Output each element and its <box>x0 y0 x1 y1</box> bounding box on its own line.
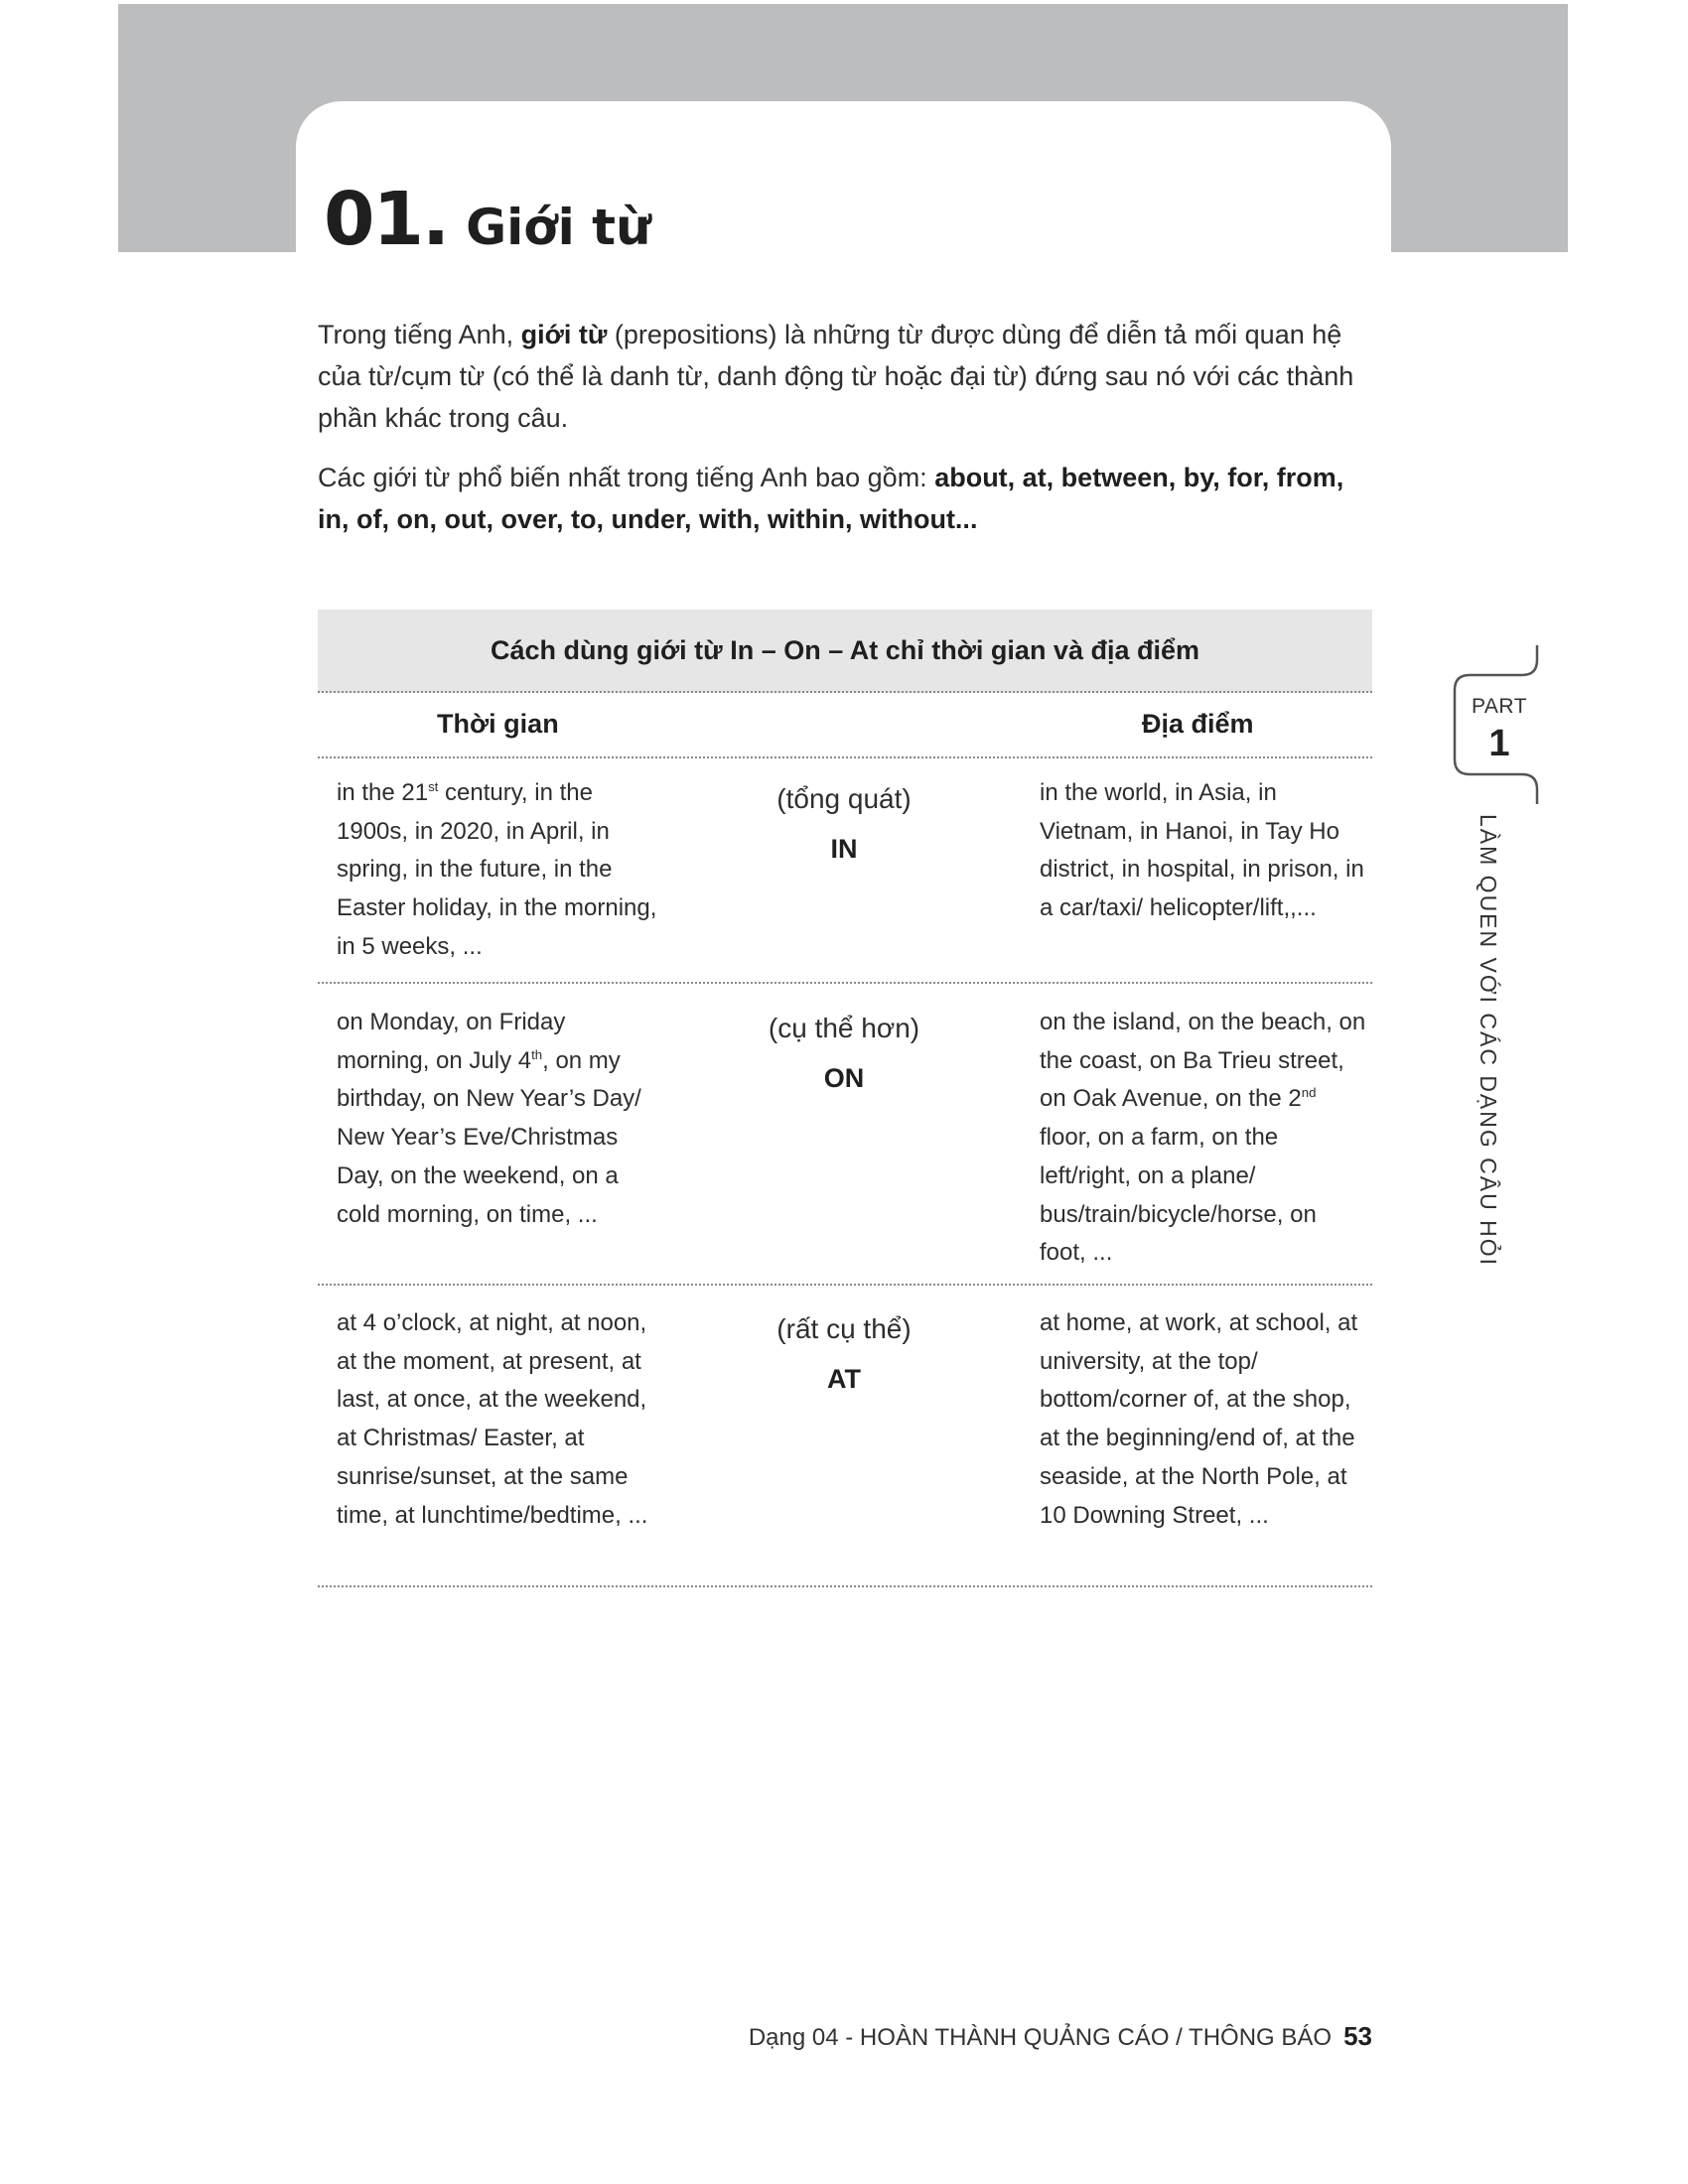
table-column-headers <box>318 693 1372 758</box>
time-examples <box>337 1004 664 1234</box>
time-text: in the 21 <box>337 779 429 806</box>
table-row-on <box>318 984 1372 1286</box>
preposition-list: about, at, between, by, for, from, in, of, on, out, over, to, under, with, within, without... <box>318 463 1344 534</box>
part-number: 1 <box>1488 723 1510 764</box>
place-examples <box>1040 1004 1367 1273</box>
place-text: on the island, on the beach, on the coast, on Ba Trieu street, on Oak Avenue, on the 2 <box>1040 1009 1366 1113</box>
part-label: PART <box>1471 695 1528 718</box>
time-text: on Monday, on Friday morning, on July 4 <box>337 1009 566 1074</box>
table-row-at <box>318 1286 1372 1587</box>
chapter-vertical-title: LÀM QUEN VỚI CÁC DẠNG CÂU HỎI <box>1476 814 1501 1267</box>
usage-note: (rất cụ thể) <box>776 1313 912 1344</box>
page-footer <box>749 2021 1372 2052</box>
usage-note: (cụ thể hơn) <box>768 1013 920 1043</box>
usage-note: (tổng quát) <box>776 783 912 814</box>
place-examples <box>1040 1304 1367 1535</box>
intro-p1-text-rest: (prepositions) là những từ được dùng để diễn tả mối quan hệ của từ/cụm từ (có thể là danh từ, danh động từ hoặc đại từ) đứng sau nó với các thành phần khác trong câu. <box>318 320 1354 433</box>
intro-p1-bold: giới từ <box>520 320 608 349</box>
page-number: 53 <box>1343 2021 1372 2051</box>
preposition-keyword: ON <box>823 1063 865 1093</box>
time-text-rest: century, in the 1900s, in 2020, in April, in spring, in the future, in the Easter holiday, in the morning, in 5 weeks, ... <box>337 779 657 960</box>
time-text: at 4 o’clock, at night, at noon, at the moment, at present, at last, at once, at the weekend, at Christmas/ Easter, at sunrise/sunset, at the same time, at lunchtime/bedtime, ... <box>337 1309 648 1529</box>
table-row-in <box>318 758 1372 984</box>
section-title <box>324 177 651 262</box>
column-header-place: Địa điểm <box>1142 709 1254 739</box>
time-text-rest: , on my birthday, on New Year’s Day/ New Year’s Eve/Christmas Day, on the weekend, on a cold morning, on time, ... <box>337 1046 641 1228</box>
intro-paragraph-2 <box>318 457 1372 540</box>
time-examples <box>337 1304 664 1535</box>
time-superscript: th <box>531 1046 543 1062</box>
preposition-cell <box>695 1310 993 1400</box>
preposition-cell <box>695 780 993 870</box>
section-number: 01. <box>324 177 449 262</box>
section-title-text: Giới từ <box>466 199 651 256</box>
intro-p1-text: Trong tiếng Anh, <box>318 320 521 349</box>
place-text: at home, at work, at school, at university, at the top/ bottom/corner of, at the shop, at the beginning/end of, at the seaside, at the North Pole, at 10 Downing Street, ... <box>1040 1309 1358 1529</box>
place-examples <box>1040 774 1367 928</box>
preposition-table <box>318 610 1372 1587</box>
place-text-rest: floor, on a farm, on the left/right, on a plane/ bus/train/bicycle/horse, on foot, ... <box>1040 1124 1317 1267</box>
place-text: in the world, in Asia, in Vietnam, in Hanoi, in Tay Ho district, in hospital, in prison, in a car/taxi/ helicopter/lift,,... <box>1040 779 1364 922</box>
preposition-keyword: AT <box>827 1364 861 1394</box>
time-examples <box>337 774 664 967</box>
intro-paragraph-1 <box>318 314 1372 439</box>
preposition-keyword: IN <box>830 834 858 864</box>
table-caption: Cách dùng giới từ In – On – At chỉ thời gian và địa điểm <box>318 610 1372 693</box>
time-superscript: st <box>428 778 439 794</box>
preposition-cell <box>695 1010 993 1099</box>
intro-p2-text: Các giới từ phổ biến nhất trong tiếng Anh bao gồm: <box>318 463 935 492</box>
place-superscript: nd <box>1301 1085 1317 1101</box>
footer-text: Dạng 04 - HOÀN THÀNH QUẢNG CÁO / THÔNG BÁO <box>748 2024 1333 2051</box>
column-header-time: Thời gian <box>437 709 559 739</box>
